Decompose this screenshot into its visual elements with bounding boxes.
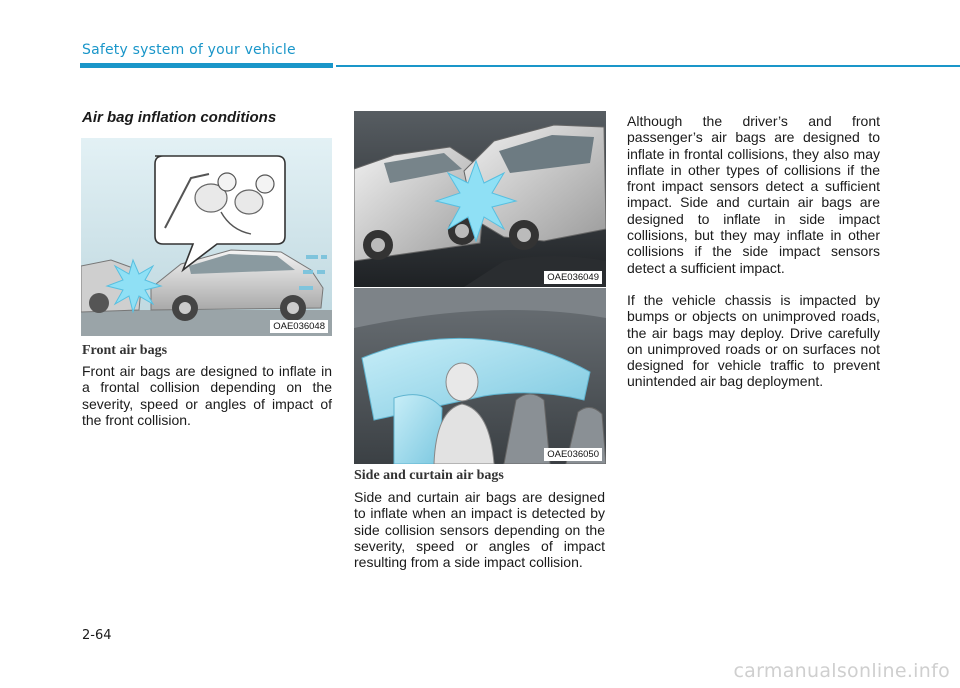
front-airbags-text: Front air bags are designed to inflate in a frontal collision depending on the severity, speed or angles of impact of the front collision.	[82, 363, 332, 428]
side-collision-drawing	[354, 111, 606, 287]
front-airbags-heading: Front air bags	[82, 343, 168, 358]
side-curtain-airbags-heading: Side and curtain air bags	[354, 468, 504, 483]
right-column-paragraph-1: Although the driver’s and front passenger’s air bags are designed to inflate in frontal collisions, they also may inflate in other types of collisions if the front impact sensors detect a sufficient impact. Side and curtain air bags are designed to inflate in side impact collisions, but they may inflate in other collisions if the side impact sensors detect a sufficient impact.	[627, 113, 880, 276]
figure-code-front: OAE036048	[270, 320, 328, 333]
side-curtain-airbags-text: Side and curtain air bags are designed to inflate when an impact is detected by side collision sensors depending on the severity, speed or angles of impact resulting from a side impact collision.	[354, 489, 605, 571]
curtain-airbag-drawing	[354, 288, 606, 464]
watermark: carmanualsonline.info	[733, 660, 950, 682]
curtain-airbag-illustration	[354, 288, 606, 464]
section-header-title: Safety system of your vehicle	[82, 42, 296, 58]
figure-code-side: OAE036049	[544, 271, 602, 284]
header-rule	[336, 65, 960, 67]
header-rule-accent	[80, 63, 333, 68]
section-heading: Air bag inflation conditions	[82, 109, 277, 126]
right-column-paragraph-2: If the vehicle chassis is impacted by bumps or objects on unimproved roads, the air bags may deploy. Drive carefully on unimproved roads or on surfaces not designed for vehicle traffic to prevent unintended air bag deployment.	[627, 292, 880, 390]
figure-code-curtain: OAE036050	[544, 448, 602, 461]
side-collision-illustration	[354, 111, 606, 287]
front-collision-illustration	[81, 138, 332, 336]
front-collision-drawing	[81, 138, 332, 336]
page-number: 2-64	[82, 628, 112, 643]
